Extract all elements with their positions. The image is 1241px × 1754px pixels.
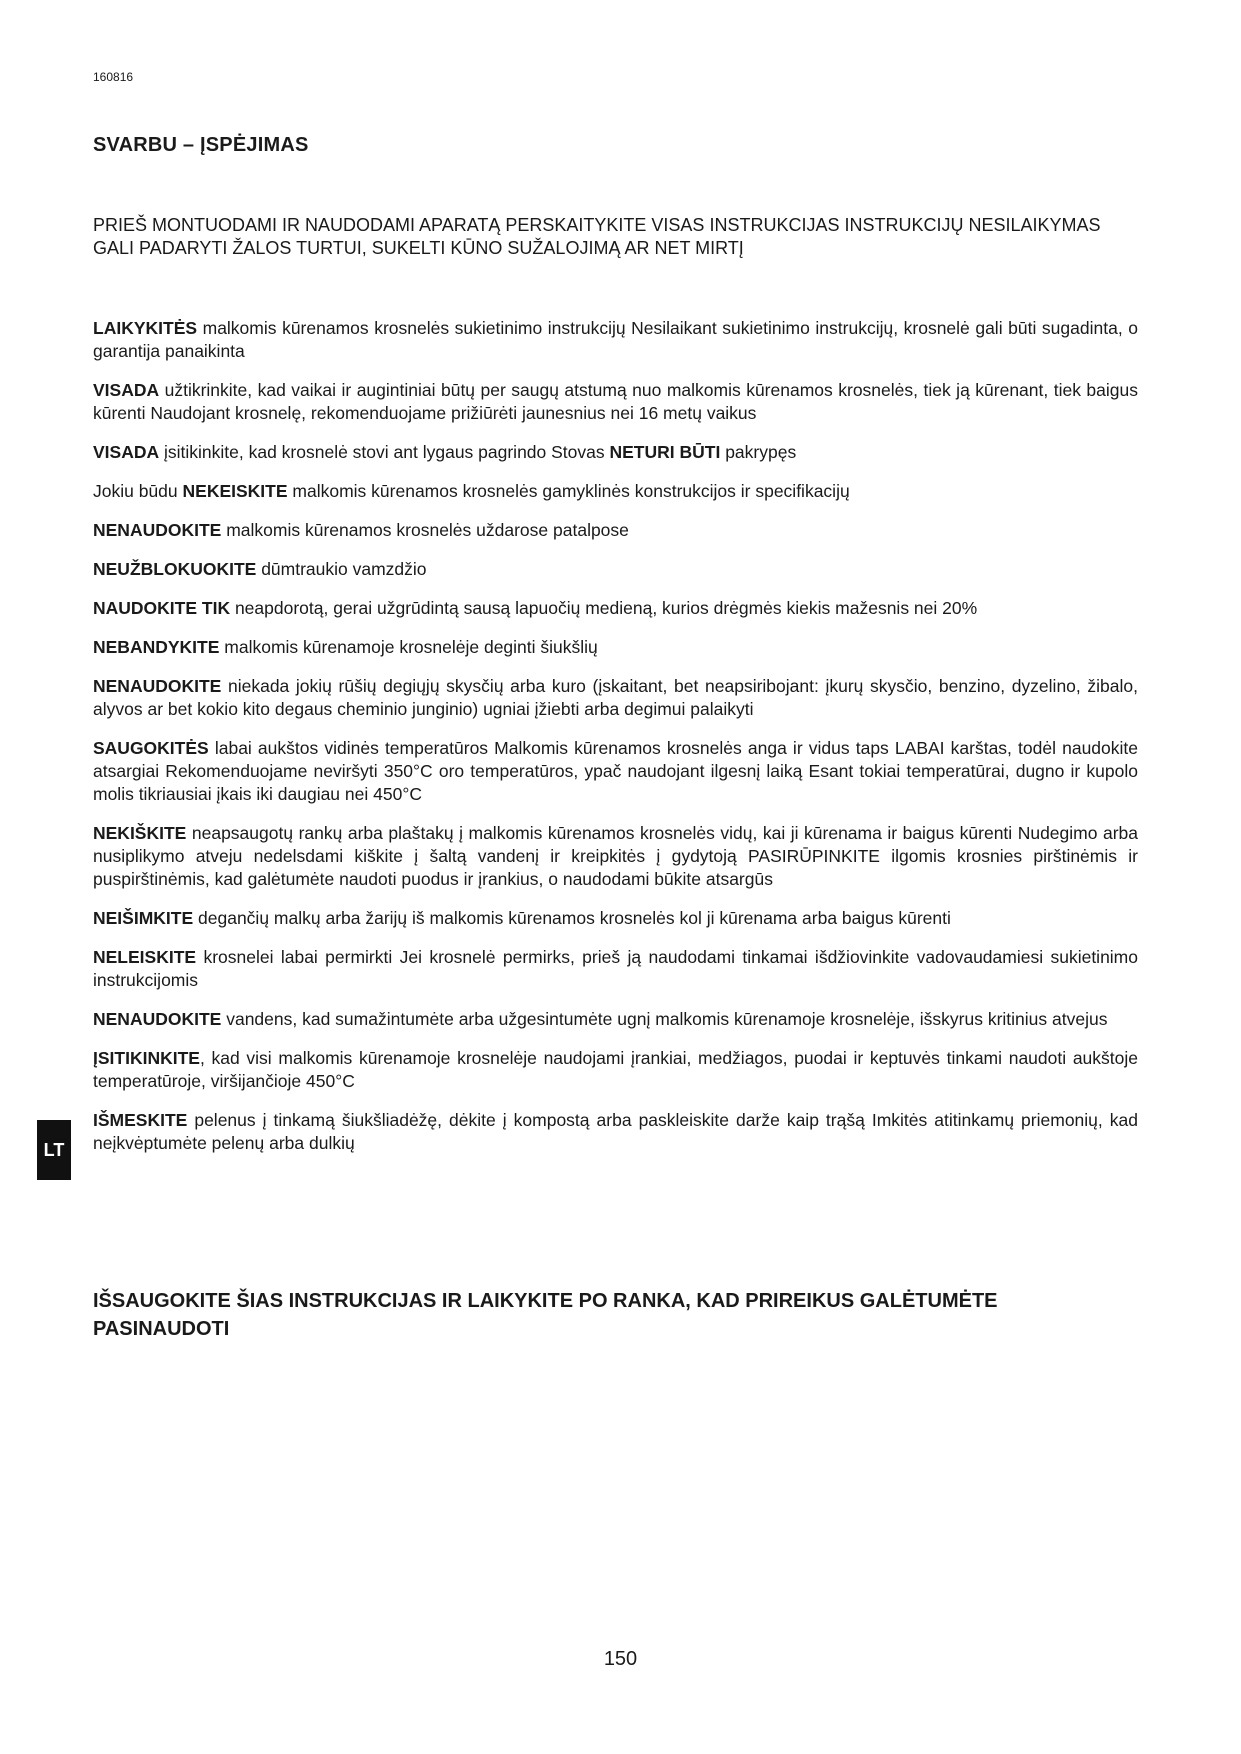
- rule-keyword: NEUŽBLOKUOKITE: [93, 559, 257, 579]
- safety-rule: [93, 1047, 1138, 1093]
- intro-warning: PRIEŠ MONTUODAMI IR NAUDODAMI APARATĄ PERSKAITYKITE VISAS INSTRUKCIJAS INSTRUKCIJŲ NESILAIKYMAS GALI PADARYTI ŽALOS TURTUI, SUKELTI KŪNO SUŽALOJIMĄ AR NET MIRTĮ: [93, 215, 1101, 258]
- rule-keyword: NEIŠIMKITE: [93, 908, 194, 928]
- rule-text: malkomis kūrenamos krosnelės gamyklinės konstrukcijos ir specifikacijų: [287, 481, 850, 501]
- rule-keyword: NEBANDYKITE: [93, 637, 220, 657]
- language-tab: LT: [37, 1120, 71, 1180]
- safety-rule: [93, 441, 1138, 464]
- rule-text: malkomis kūrenamos krosnelės uždarose patalpose: [221, 520, 629, 540]
- safety-rule: [93, 558, 1138, 581]
- rule-keyword: IŠMESKITE: [93, 1110, 188, 1130]
- safety-rule: [93, 1008, 1138, 1031]
- document-code: 160816: [93, 70, 134, 84]
- rule-keyword: NENAUDOKITE: [93, 520, 222, 540]
- page-number: 150: [603, 1648, 638, 1670]
- rule-text: pelenus į tinkamą šiukšliadėžę, dėkite į kompostą arba paskleiskite darže kaip trąšą Imkitės atitinkamų priemonių, kad neįkvėptumėte pelenų arba dulkių: [93, 1110, 1138, 1153]
- safety-rule: [93, 907, 1138, 930]
- rule-text: degančių malkų arba žarijų iš malkomis kūrenamos krosnelės kol ji kūrenama arba baigus kūrenti: [193, 908, 951, 928]
- rule-keyword: NELEISKITE: [93, 947, 197, 967]
- rule-text: labai aukštos vidinės temperatūros Malkomis kūrenamos krosnelės anga ir vidus taps LABAI karštas, todėl naudokite atsargiai Rekomenduojame neviršyti 350°C oro temperatūros, ypač naudojant ilgesnį laiką Esant tokiai temperatūrai, dugno ir kupolo molis tikriausiai įkais iki daugiau nei 450°C: [93, 738, 1138, 804]
- rule-keyword: NENAUDOKITE: [93, 1009, 222, 1029]
- safety-rule: [93, 946, 1138, 992]
- rule-keyword: VISADA: [93, 380, 160, 400]
- rule-keyword: SAUGOKITĖS: [93, 738, 209, 758]
- rule-text: krosnelei labai permirkti Jei krosnelė permirks, prieš ją naudodami tinkamai išdžiovinkite vadovaudamiesi sukietinimo instrukcijomis: [93, 947, 1138, 990]
- rule-text: , kad visi malkomis kūrenamoje krosnelėje naudojami įrankiai, medžiagos, puodai ir keptuvės tinkami naudoti aukštoje temperatūroje, viršijančioje 450°C: [93, 1048, 1138, 1091]
- rule-text: niekada jokių rūšių degiųjų skysčių arba kuro (įskaitant, bet neapsiribojant: įkurų skysčio, benzino, dyzelino, žibalo, alyvos ar bet kokio kito degaus cheminio junginio) ugniai įžiebti arba degimui palaikyti: [93, 676, 1138, 719]
- closing-heading: IŠSAUGOKITE ŠIAS INSTRUKCIJAS IR LAIKYKITE PO RANKA, KAD PRIREIKUS GALĖTUMĖTE PASINAUDOTI: [93, 1290, 998, 1340]
- rule-text: neapdorotą, gerai užgrūdintą sausą lapuočių medieną, kurios drėgmės kiekis mažesnis nei 20%: [230, 598, 978, 618]
- rule-keyword: NENAUDOKITE: [93, 676, 222, 696]
- safety-rule: [93, 636, 1138, 659]
- safety-rule: [93, 737, 1138, 806]
- safety-rule: [93, 597, 1138, 620]
- safety-rule: [93, 379, 1138, 425]
- rule-keyword: NEKEISKITE: [182, 481, 288, 501]
- rule-keyword: NAUDOKITE TIK: [93, 598, 231, 618]
- safety-rule: [93, 822, 1138, 891]
- rule-keyword: LAIKYKITĖS: [93, 318, 198, 338]
- rule-text: malkomis kūrenamos krosnelės sukietinimo instrukcijų Nesilaikant sukietinimo instrukcijų, krosnelė gali būti sugadinta, o garantija panaikinta: [93, 318, 1138, 361]
- safety-rules-list: [93, 317, 1138, 1171]
- rule-keyword: NETURI BŪTI: [609, 442, 721, 462]
- safety-rule: [93, 480, 1138, 503]
- safety-rule: [93, 1109, 1138, 1155]
- rule-text: dūmtraukio vamzdžio: [256, 559, 427, 579]
- rule-text: pakrypęs: [720, 442, 797, 462]
- rule-text: neapsaugotų rankų arba plaštakų į malkomis kūrenamos krosnelės vidų, kai ji kūrenama ir baigus kūrenti Nudegimo arba nusiplikymo atveju nedelsdami kiškite į šaltą vandenį ir kreipkitės į gydytoją PASIRŪPINKITE ilgomis krosnies pirštinėmis ir puspirštinėmis, kad galėtumėte naudoti puodus ir įrankius, o naudodami būkite atsargūs: [93, 823, 1138, 889]
- safety-rule: [93, 675, 1138, 721]
- rule-text: vandens, kad sumažintumėte arba užgesintumėte ugnį malkomis kūrenamoje krosnelėje, išskyrus kritinius atvejus: [221, 1009, 1108, 1029]
- rule-prefix: Jokiu būdu: [93, 481, 183, 501]
- rule-text: įsitikinkite, kad krosnelė stovi ant lygaus pagrindo Stovas: [159, 442, 610, 462]
- rule-text: malkomis kūrenamoje krosnelėje deginti šiukšlių: [219, 637, 598, 657]
- safety-rule: [93, 519, 1138, 542]
- safety-rule: [93, 317, 1138, 363]
- rule-keyword: ĮSITIKINKITE: [93, 1048, 200, 1068]
- page-title: SVARBU – ĮSPĖJIMAS: [93, 134, 309, 156]
- rule-text: užtikrinkite, kad vaikai ir augintiniai būtų per saugų atstumą nuo malkomis kūrenamos krosnelės, tiek ją kūrenant, tiek baigus kūrenti Naudojant krosnelę, rekomenduojame prižiūrėti jaunesnius nei 16 metų vaikus: [93, 380, 1138, 423]
- rule-keyword: VISADA: [93, 442, 160, 462]
- rule-keyword: NEKIŠKITE: [93, 823, 187, 843]
